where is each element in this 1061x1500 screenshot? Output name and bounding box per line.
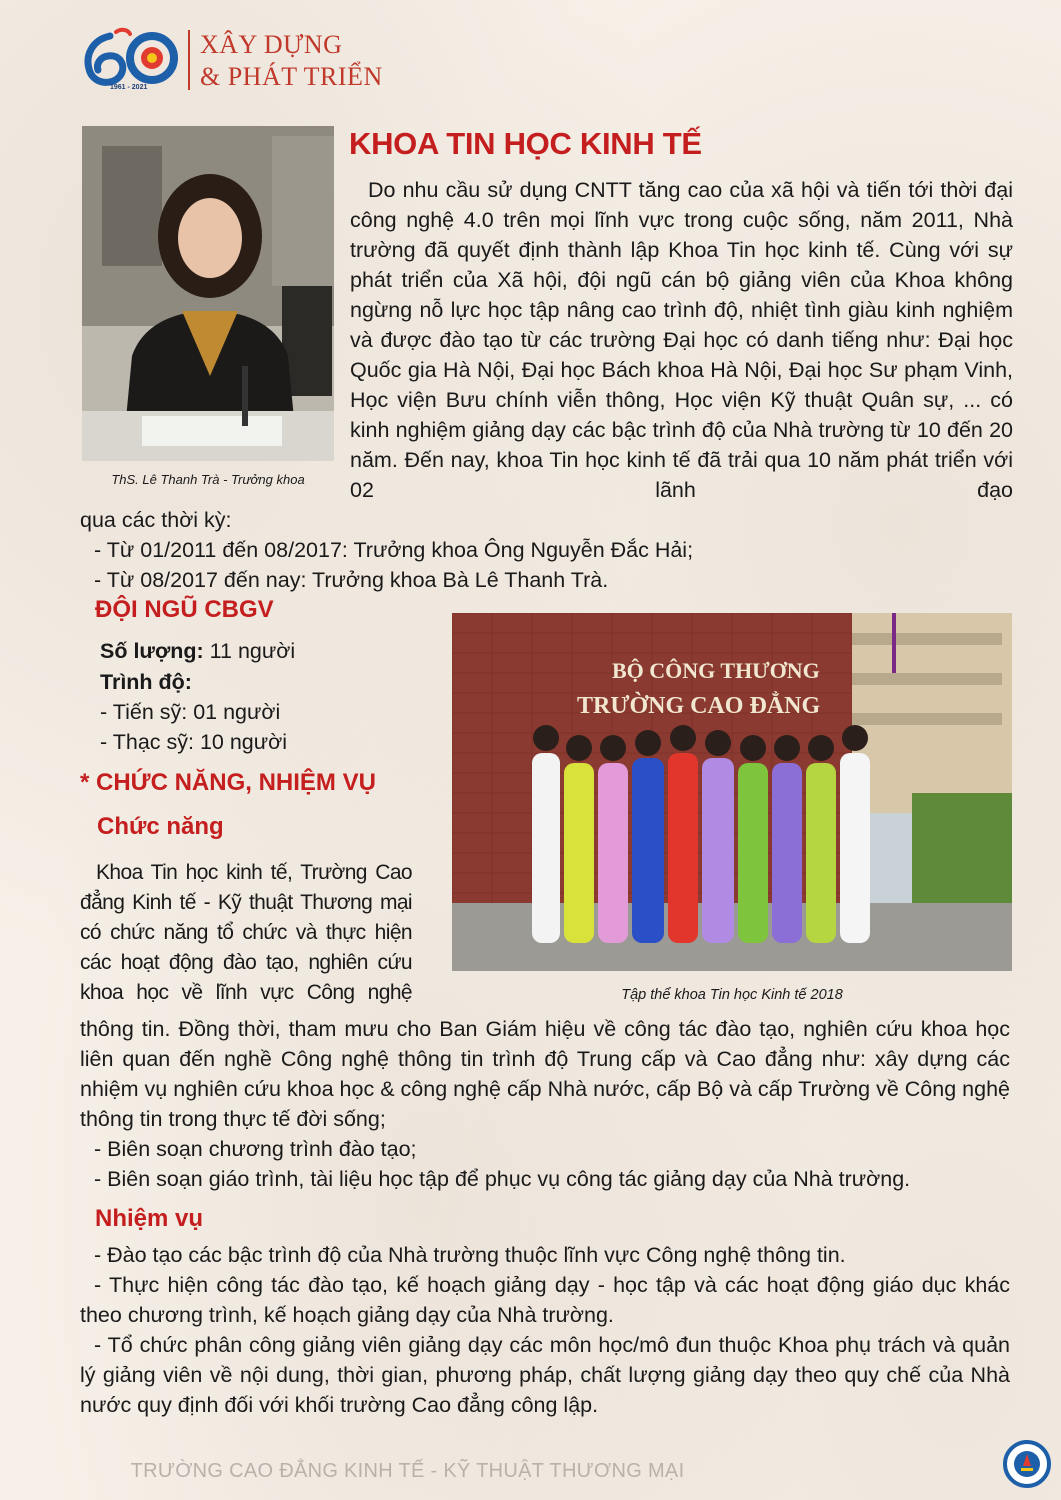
leader-item-1: - Từ 01/2011 đến 08/2017: Trưởng khoa Ông Nguyễn Đắc Hải; [94,538,694,562]
duty-item-2: - Thực hiện công tác đào tạo, kế hoạch giảng dạy - học tập và các hoạt động giáo dục khác theo chương trình, kế hoạch giảng dạy của Nhà trường. [80,1273,1010,1327]
staff-masters: - Thạc sỹ: 10 người [100,730,288,754]
staff-heading: ĐỘI NGŨ CBGV [95,596,274,623]
intro-paragraph: Do nhu cầu sử dụng CNTT tăng cao của xã hội và tiến tới thời đại công nghệ 4.0 trên mọi lĩnh vực trong cuộc sống, năm 2011, Nhà trường đã quyết định thành lập Khoa Tin học kinh tế. Cùng với sự phát triển của Xã hội, đội ngũ cán bộ giảng viên của Khoa không ngừng nỗ lực học tập nâng cao trình độ, nhiệt tình giàu kinh nghiệm và được đào tạo từ các trường Đại học có danh tiếng như: Đại học Quốc gia Hà Nội, Đại học Bách khoa Hà Nội, Đại học Sư phạm Vinh, Học viện Bưu chính viễn thông, Học viện Kỹ thuật Quân sự, ... có kinh nghiệm giảng dạy các bậc trình độ của Nhà trường từ 10 đến 20 năm. Đến nay, khoa Tin học kinh tế đã trải qua 10 năm phát triển với 02 lãnh đạo [350,178,1013,502]
duties-subheading: Nhiệm vụ [95,1205,204,1232]
sign-line-2: TRƯỜNG CAO ĐẲNG [577,693,821,719]
staff-phd: - Tiến sỹ: 01 người [100,700,281,724]
staff-count-label: Số lượng: [100,639,204,663]
school-emblem [1003,1440,1051,1488]
portrait-caption: ThS. Lê Thanh Trà - Trưởng khoa [111,472,305,487]
function-text-narrow [80,858,412,1008]
group-photo [452,613,1012,971]
function-bullet-2: - Biên soạn giáo trình, tài liệu học tập để phục vụ công tác giảng dạy của Nhà trường. [94,1167,911,1191]
function-text-wide-body: thông tin. Đồng thời, tham mưu cho Ban Giám hiệu về công tác đào tạo, nghiên cứu khoa học liên quan đến nghề Công nghệ thông tin trình độ Trung cấp và Cao đẳng như: xây dựng các nhiệm vụ nghiên cứu khoa học & công nghệ cấp Nhà nước, cấp Bộ và cấp Trường về Công nghệ thông tin trong thực tế đời sống; [80,1017,1010,1131]
portrait-image [82,126,334,461]
function-subheading: Chức năng [97,813,224,840]
staff-level-label: Trình độ: [100,670,192,694]
brand-line-1: XÂY DỰNG [200,30,343,59]
function-text-wide [80,1014,1010,1194]
school-emblem-icon [1003,1440,1051,1488]
function-text-narrow-body: Khoa Tin học kinh tế, Trường Cao đẳng Kinh tế - Kỹ thuật Thương mại có chức năng tổ chức và thực hiện các hoạt động đào tạo, nghiên cứu khoa học về lĩnh vực Công nghệ [80,861,412,1004]
anniversary-logo [80,26,182,94]
staff-count-value: 11 người [203,639,296,663]
sign-line-1: BỘ CÔNG THƯƠNG [612,658,820,683]
leader-item-2: - Từ 08/2017 đến nay: Trưởng khoa Bà Lê Thanh Trà. [94,568,609,592]
logo-years: 1961 - 2021 [110,84,148,91]
brand-line-2: & PHÁT TRIỂN [200,62,383,91]
staff-count [100,636,295,666]
function-bullet-1: - Biên soạn chương trình đào tạo; [94,1137,417,1161]
duties-list [80,1240,1010,1420]
intro-continuation [80,505,1010,595]
portrait-photo [82,126,334,461]
duty-item-1: - Đào tạo các bậc trình độ của Nhà trường thuộc lĩnh vực Công nghệ thông tin. [94,1243,846,1267]
page-title: KHOA TIN HỌC KINH TẾ [349,126,702,161]
group-image [452,613,1012,971]
functions-heading: * CHỨC NĂNG, NHIỆM VỤ [80,769,376,796]
group-photo-caption: Tập thể khoa Tin học Kinh tế 2018 [621,987,843,1003]
intro-tail: qua các thời kỳ: [80,508,232,532]
duty-item-3: - Tổ chức phân công giảng viên giảng dạy các môn học/mô đun thuộc Khoa phụ trách và quản lý giảng viên về nội dung, thời gian, phương pháp, chất lượng giảng dạy theo quy chế của Nhà nước quy định đối với khối trường Cao đẳng công lập. [80,1333,1010,1417]
footer-text: TRƯỜNG CAO ĐẲNG KINH TẾ - KỸ THUẬT THƯƠNG MẠI [130,1460,685,1482]
header-divider [188,30,190,90]
